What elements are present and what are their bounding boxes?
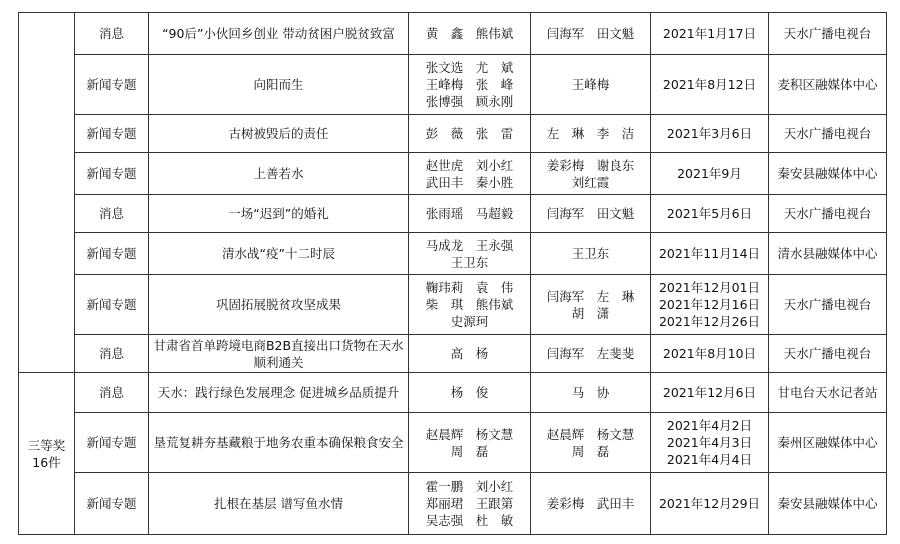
date-cell (651, 153, 769, 195)
authors-cell (409, 153, 531, 195)
editor-line: 姜彩梅 谢良东 (546, 157, 635, 173)
type-cell: 新闻专题 (75, 275, 149, 335)
date-cell (651, 55, 769, 115)
date-line: 2021年12月6日 (662, 385, 757, 400)
editor-line: 左 琳 李 洁 (546, 126, 635, 141)
date-line: 2021年12月26日 (658, 314, 761, 329)
editors-cell (531, 55, 651, 115)
type-cell: 新闻专题 (75, 115, 149, 153)
table-row (19, 233, 887, 275)
type-cell: 新闻专题 (75, 153, 149, 195)
table-row (19, 275, 887, 335)
type-cell: 新闻专题 (75, 55, 149, 115)
date-line: 2021年4月4日 (666, 452, 753, 467)
authors-cell (409, 373, 531, 413)
date-cell (651, 275, 769, 335)
type-cell: 新闻专题 (75, 233, 149, 275)
author-line: 彭 薇 张 雷 (425, 126, 514, 141)
unit-cell: 清水县融媒体中心 (769, 233, 887, 275)
title-line: “90后”小伙回乡创业 带动贫困户脱贫致富 (162, 26, 395, 41)
editors-cell (531, 373, 651, 413)
date-cell (651, 115, 769, 153)
table-row (19, 153, 887, 195)
date-line: 2021年9月 (677, 166, 742, 181)
date-cell (651, 233, 769, 275)
authors-cell (409, 195, 531, 233)
editor-line: 闫海军 田文魁 (546, 26, 635, 41)
authors-cell (409, 55, 531, 115)
authors-cell (409, 335, 531, 373)
table-row (19, 13, 887, 55)
editors-cell (531, 335, 651, 373)
table-row (19, 55, 887, 115)
editor-line: 闫海军 左 琳 (546, 288, 635, 304)
title-line: 古树被毁后的责任 (228, 126, 329, 141)
title-line: 甘肃省首单跨境电商B2B直接出口货物在天水顺利通关 (153, 337, 404, 370)
author-line: 黄 鑫 熊伟斌 (425, 26, 514, 41)
title-cell (149, 275, 409, 335)
editors-cell (531, 13, 651, 55)
editor-line: 胡 潇 (571, 305, 610, 321)
editors-cell (531, 275, 651, 335)
editors-cell (531, 153, 651, 195)
author-line: 史源珂 (450, 314, 489, 329)
title-cell (149, 233, 409, 275)
editor-line: 马 协 (571, 385, 610, 400)
authors-cell (409, 233, 531, 275)
author-line: 张雨瑶 马超毅 (425, 206, 514, 221)
author-line: 赵晨辉 杨文慧 (425, 426, 514, 442)
author-line: 张博强 顾永刚 (425, 94, 514, 109)
author-line: 王峰梅 张 峰 (425, 77, 514, 92)
title-cell (149, 13, 409, 55)
date-cell (651, 13, 769, 55)
author-line: 张文选 尤 斌 (425, 60, 514, 75)
date-cell (651, 195, 769, 233)
authors-cell (409, 275, 531, 335)
date-cell (651, 373, 769, 413)
date-cell (651, 473, 769, 535)
date-line: 2021年8月10日 (662, 346, 757, 361)
grade-label: 三等奖 (27, 437, 66, 453)
date-line: 2021年4月2日 (666, 418, 753, 433)
unit-cell: 天水广播电视台 (769, 115, 887, 153)
title-line: 一场“迟到”的婚礼 (228, 206, 329, 221)
author-line: 郑丽珺 王跟第 (425, 496, 514, 511)
title-cell (149, 373, 409, 413)
date-cell (651, 413, 769, 473)
editor-line: 王峰梅 (571, 77, 610, 92)
author-line: 周 磊 (450, 443, 489, 459)
type-cell: 消息 (75, 13, 149, 55)
title-cell (149, 115, 409, 153)
editor-line: 闫海军 左斐斐 (546, 346, 635, 361)
date-line: 2021年12月16日 (658, 297, 761, 312)
title-cell (149, 195, 409, 233)
title-line: 清水战“疫”十二时辰 (222, 246, 335, 261)
type-cell: 新闻专题 (75, 413, 149, 473)
date-line: 2021年8月12日 (662, 77, 757, 92)
author-line: 武田丰 秦小胜 (425, 174, 514, 190)
title-cell (149, 473, 409, 535)
author-line: 吴志强 杜 敏 (425, 513, 514, 528)
unit-cell: 天水广播电视台 (769, 335, 887, 373)
title-line: 垦荒复耕夯基藏粮于地务农重本确保粮食安全 (153, 435, 404, 450)
unit-cell: 秦安县融媒体中心 (769, 473, 887, 535)
title-line: 上善若水 (253, 166, 304, 181)
editor-line: 周 磊 (571, 443, 610, 459)
table-row (19, 335, 887, 373)
date-line: 2021年11月14日 (658, 246, 761, 261)
author-line: 王卫东 (450, 254, 489, 270)
grade-cell-third-prize (19, 373, 75, 535)
table-row (19, 473, 887, 535)
authors-cell (409, 13, 531, 55)
author-line: 赵世虎 刘小红 (425, 157, 514, 173)
author-line: 柴 琪 熊伟斌 (425, 297, 514, 312)
table-row (19, 413, 887, 473)
editors-cell (531, 195, 651, 233)
editors-cell (531, 115, 651, 153)
date-line: 2021年12月01日 (658, 280, 761, 295)
unit-cell: 麦积区融媒体中心 (769, 55, 887, 115)
author-line: 杨 俊 (450, 385, 489, 400)
title-cell (149, 153, 409, 195)
table-row (19, 373, 887, 413)
date-line: 2021年3月6日 (666, 126, 753, 141)
date-line: 2021年5月6日 (666, 206, 753, 221)
title-line: 扎根在基层 谱写鱼水情 (214, 496, 343, 511)
unit-cell: 甘电台天水记者站 (769, 373, 887, 413)
title-cell (149, 55, 409, 115)
date-cell (651, 335, 769, 373)
date-line: 2021年4月3日 (666, 435, 753, 450)
unit-cell: 秦州区融媒体中心 (769, 413, 887, 473)
date-line: 2021年12月29日 (658, 496, 761, 511)
type-cell: 消息 (75, 335, 149, 373)
editors-cell (531, 473, 651, 535)
grade-count: 16件 (32, 454, 61, 470)
editor-line: 闫海军 田文魁 (546, 206, 635, 221)
editors-cell (531, 413, 651, 473)
title-cell (149, 335, 409, 373)
authors-cell (409, 115, 531, 153)
authors-cell (409, 413, 531, 473)
editors-cell (531, 233, 651, 275)
authors-cell (409, 473, 531, 535)
type-cell: 消息 (75, 195, 149, 233)
editor-line: 姜彩梅 武田丰 (546, 496, 635, 511)
title-line: 向阳而生 (253, 77, 304, 92)
title-line: 天水：践行绿色发展理念 促进城乡品质提升 (157, 385, 400, 400)
unit-cell: 天水广播电视台 (769, 195, 887, 233)
author-line: 霍一鹏 刘小红 (425, 479, 514, 494)
title-line: 巩固拓展脱贫攻坚成果 (215, 297, 341, 312)
unit-cell: 天水广播电视台 (769, 275, 887, 335)
grade-cell (19, 13, 75, 373)
table-row (19, 195, 887, 233)
awards-table (18, 12, 887, 535)
table-row (19, 115, 887, 153)
unit-cell: 天水广播电视台 (769, 13, 887, 55)
editor-line: 王卫东 (571, 246, 610, 261)
author-line: 鞠玮莉 袁 伟 (425, 280, 514, 295)
title-cell (149, 413, 409, 473)
date-line: 2021年1月17日 (662, 26, 757, 41)
author-line: 马成龙 王永强 (425, 237, 514, 253)
type-cell: 新闻专题 (75, 473, 149, 535)
editor-line: 赵晨辉 杨文慧 (546, 426, 635, 442)
type-cell: 消息 (75, 373, 149, 413)
editor-line: 刘红霞 (571, 174, 610, 190)
author-line: 高 杨 (450, 346, 489, 361)
unit-cell: 秦安县融媒体中心 (769, 153, 887, 195)
